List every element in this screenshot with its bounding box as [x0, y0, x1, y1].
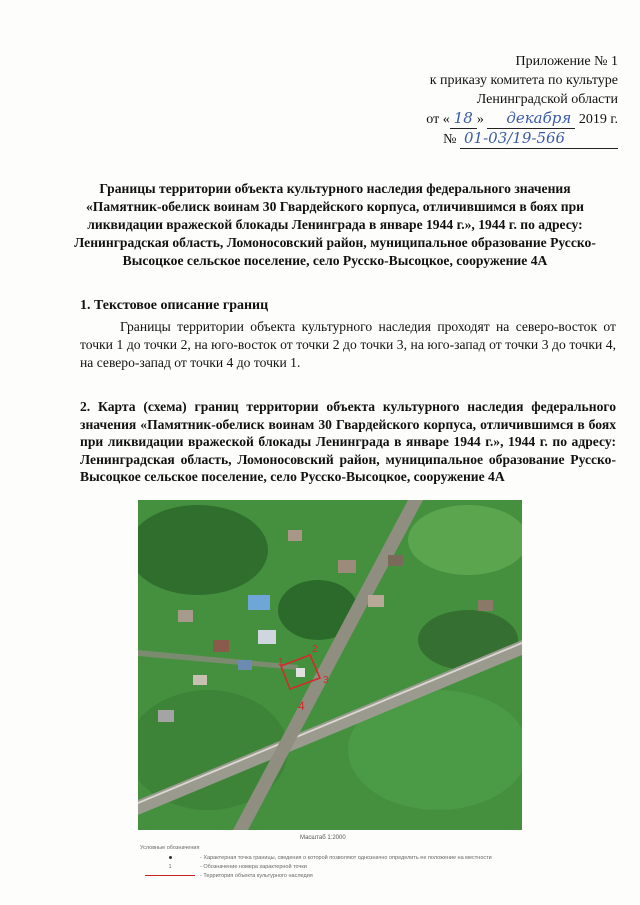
- document-title: Границы территории объекта культурного наследия федерального значения «Памятник-обелиск воинам 30 Гвардейского корпуса, отличившимся в боях при ликвидации вражеской блокады Ленинграда в январе 1944 г.», 1944 г. по адресу: Ленинградская область, Ломоносовский район, муниципальное образование Русско-Высоцкое сельское поселение, село Русско-Высоцкое, сооружение 4А: [74, 181, 596, 268]
- point-dot-icon: [169, 856, 172, 859]
- legend-item-number: 1 - Обозначение номера характерной точки: [168, 863, 307, 870]
- satellite-map-image: [138, 500, 522, 830]
- handwritten-day: 18: [450, 109, 477, 129]
- legend-item-point: - Характерная точка границы, сведения о которой позволяют однозначно определить ее положение на местности: [140, 853, 540, 862]
- section-1-text: Границы территории объекта культурного наследия проходят на северо-восток от точки 1 до точки 2, на юго-восток от точки 2 до точки 3, на юго-запад от точки 3 до точки 4, на северо-запад от точки 4 до точки 1.: [80, 319, 616, 370]
- point-label-3: 3: [323, 675, 329, 686]
- map-scale: Масштаб 1:2000: [300, 835, 346, 841]
- boundary-map: [138, 500, 522, 830]
- annex-number: Приложение № 1: [515, 54, 618, 69]
- annex-header: [426, 52, 618, 149]
- legend-title: Условные обозначения: [140, 845, 200, 851]
- map-legend: [140, 845, 540, 880]
- handwritten-month: декабря: [487, 109, 575, 129]
- order-date: от « 18 » декабря 2019 г.: [426, 109, 618, 127]
- handwritten-number: 01-03/19-566: [460, 129, 618, 149]
- point-label-4: 4: [298, 699, 305, 713]
- point-label-1: 1: [278, 657, 284, 668]
- boundary-line-icon: [145, 875, 195, 876]
- point-label-2: 2: [312, 644, 318, 655]
- section-1-heading: 1. Текстовое описание границ: [80, 298, 269, 313]
- order-reference: к приказу комитета по культуре: [429, 73, 618, 88]
- region-name: Ленинградской области: [476, 92, 618, 107]
- order-number: № 01-03/19-566: [426, 129, 618, 149]
- legend-item-boundary: - Территория объекта культурного наследия: [140, 871, 540, 880]
- section-2-heading: 2. Карта (схема) границ территории объекта культурного наследия федерального значения «Памятник-обелиск воинам 30 Гвардейского корпуса, отличившимся в боях при ликвидации вражеской блокады Ленинграда в январе 1944 г.», 1944 г. по адресу: Ленинградская область, Ломоносовский район, муниципальное образование Русско-Высоцкое сельское поселение, село Русско-Высоцкое, сооружение 4А: [80, 399, 616, 484]
